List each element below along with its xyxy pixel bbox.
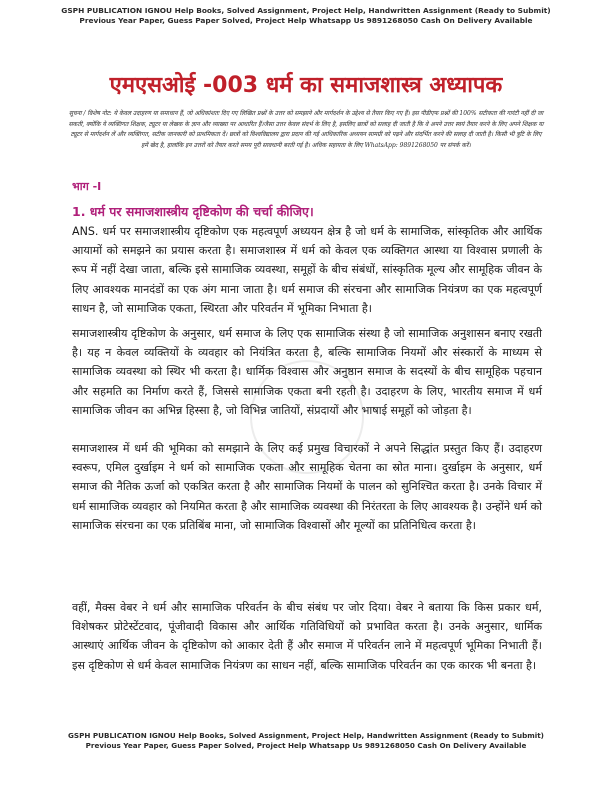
header-line-1: GSPH PUBLICATION IGNOU Help Books, Solved Assignment, Project Help, Handwritten Assignment (Ready to Submit) [61,6,551,15]
answer-paragraph-4: वहीं, मैक्स वेबर ने धर्म और सामाजिक परिवर्तन के बीच संबंध पर जोर दिया। वेबर ने बताया कि किस प्रकार धर्म, विशेषकर प्रोटेस्टेंटवाद, पूंजीवादी विकास और आर्थिक गतिविधियों को प्रभावित करता है। उनके अनुसार, धार्मिक आस्थाएं आर्थिक जीवन के दृष्टिकोण को आकार देती हैं और समाज में परिवर्तन लाने में महत्वपूर्ण भूमिका निभाती हैं। इस दृष्टिकोण से धर्म केवल सामाजिक नियंत्रण का साधन नहीं, बल्कि सामाजिक परिवर्तन का एक कारक भी बनता है। [72,601,542,672]
disclaimer-note: सूचना / विशेष नोट: ये केवल उदाहरण या समाधान हैं, जो अधिकांशतः दिए गए लिखित प्रश्नों के उत्तर को समझाने और मार्गदर्शन के उद्देश्य से तैयार किए गए हैं। इस पीडीएफ प्रश्नों की 100% सटीकता की गारंटी नहीं दी जा सकती, क्योंकि ये व्यक्तिगत शिक्षक, ट्यूटर या लेखक के ज्ञान और व्याख्या पर आधारित हैं।जैसा उत्तर केवल संदर्भ के लिए है, इसलिए छात्रों को सलाह दी जाती है कि वे अपने उत्तर स्वयं तैयार करने के लिए अपने शिक्षक या ट्यूटर से मार्गदर्शन लें और व्यक्तिगत, सटीक जानकारी को प्राथमिकता दें। छात्रों को विश्वविद्यालय द्वारा प्रदान की गई आधिकारिक अध्ययन सामग्री को पढ़ने और संदर्भित करने की सलाह दी जाती है। किसी भी त्रुटि के लिए हमें खेद है, हालांकि इन उत्तरों को तैयार करते समय पूरी सावधानी बरती गई है। अधिक सहायता के लिए WhatsApp: 9891268050 पर संपर्क करें। [68,110,544,149]
footer-line-1: GSPH PUBLICATION IGNOU Help Books, Solved Assignment, Project Help, Handwritten Assignment (Ready to Submit) [68,731,544,740]
footer-line-2: Previous Year Paper, Guess Paper Solved, Project Help Whatsapp Us 9891268050 Cash On Delivery Available [85,741,527,750]
question-heading: 1. धर्म पर समाजशास्त्रीय दृष्टिकोण की चर्चा कीजिए। [72,204,314,219]
answer-paragraph-1: ANS. धर्म पर समाजशास्त्रीय दृष्टिकोण एक महत्वपूर्ण अध्ययन क्षेत्र है जो धर्म के सामाजिक, सांस्कृतिक और आर्थिक आयामों को समझने का प्रयास करता है। समाजशास्त्र में धर्म को केवल एक व्यक्तिगत आस्था या विश्वास प्रणाली के रूप में नहीं देखा जाता, बल्कि इसे सामाजिक व्यवस्था, समूहों के बीच संबंधों, सांस्कृतिक मूल्य और सामूहिक जीवन के लिए आवश्यक मानदंडों का एक अंग माना जाता है। धर्म समाज की संरचना और सामाजिक नियंत्रण का एक महत्वपूर्ण साधन है, जो सामाजिक एकता, स्थिरता और परिवर्तन में भूमिका निभाता है। [72,225,542,315]
page-footer [0,731,612,751]
answer-paragraph-3: समाजशास्त्र में धर्म की भूमिका को समझाने के लिए कई प्रमुख विचारकों ने अपने सिद्धांत प्रस्तुत किए हैं। उदाहरण स्वरूप, एमिल दुर्खाइम ने धर्म को सामाजिक एकता और सामूहिक चेतना का स्रोत माना। दुर्खाइम के अनुसार, धर्म समाज की नैतिक ऊर्जा को एकत्रित करता है और सामाजिक नियमों के पालन को सुनिश्चित करता है। उनके विचार में धर्म सामाजिक व्यवहार को नियमित करता है और सामाजिक व्यवस्था की निरंतरता के लिए आवश्यक है। उन्होंने धर्म को सामाजिक संरचना का एक प्रतिबिंब माना, जो सामाजिक विश्वासों और मूल्यों का प्रतिनिधित्व करता है। [72,442,542,532]
answer-paragraph-2: समाजशास्त्रीय दृष्टिकोण के अनुसार, धर्म समाज के लिए एक सामाजिक संस्था है जो सामाजिक अनुशासन बनाए रखती है। यह न केवल व्यक्तियों के व्यवहार को नियंत्रित करता है, बल्कि सामाजिक नियमों और संस्कारों के माध्यम से सामाजिक व्यवस्था को स्थिर भी करता है। धार्मिक विश्वास और अनुष्ठान समाज के सदस्यों के बीच सामूहिक पहचान और सहमति का निर्माण करते हैं, जिससे सामाजिक एकता बनी रहती है। उदाहरण के लिए, भारतीय समाज में धर्म सामाजिक जीवन का अभिन्न हिस्सा है, जो विभिन्न जातियों, संप्रदायों और भाषाई समूहों को जोड़ता है। [72,327,542,417]
section-label: भाग -I [72,180,102,193]
header-line-2: Previous Year Paper, Guess Paper Solved, Project Help Whatsapp Us 9891268050 Cash On Delivery Available [79,16,533,25]
page-header [0,6,612,26]
document-title: एमएसओई -003 धर्म का समाजशास्त्र अध्यापक [109,73,503,98]
